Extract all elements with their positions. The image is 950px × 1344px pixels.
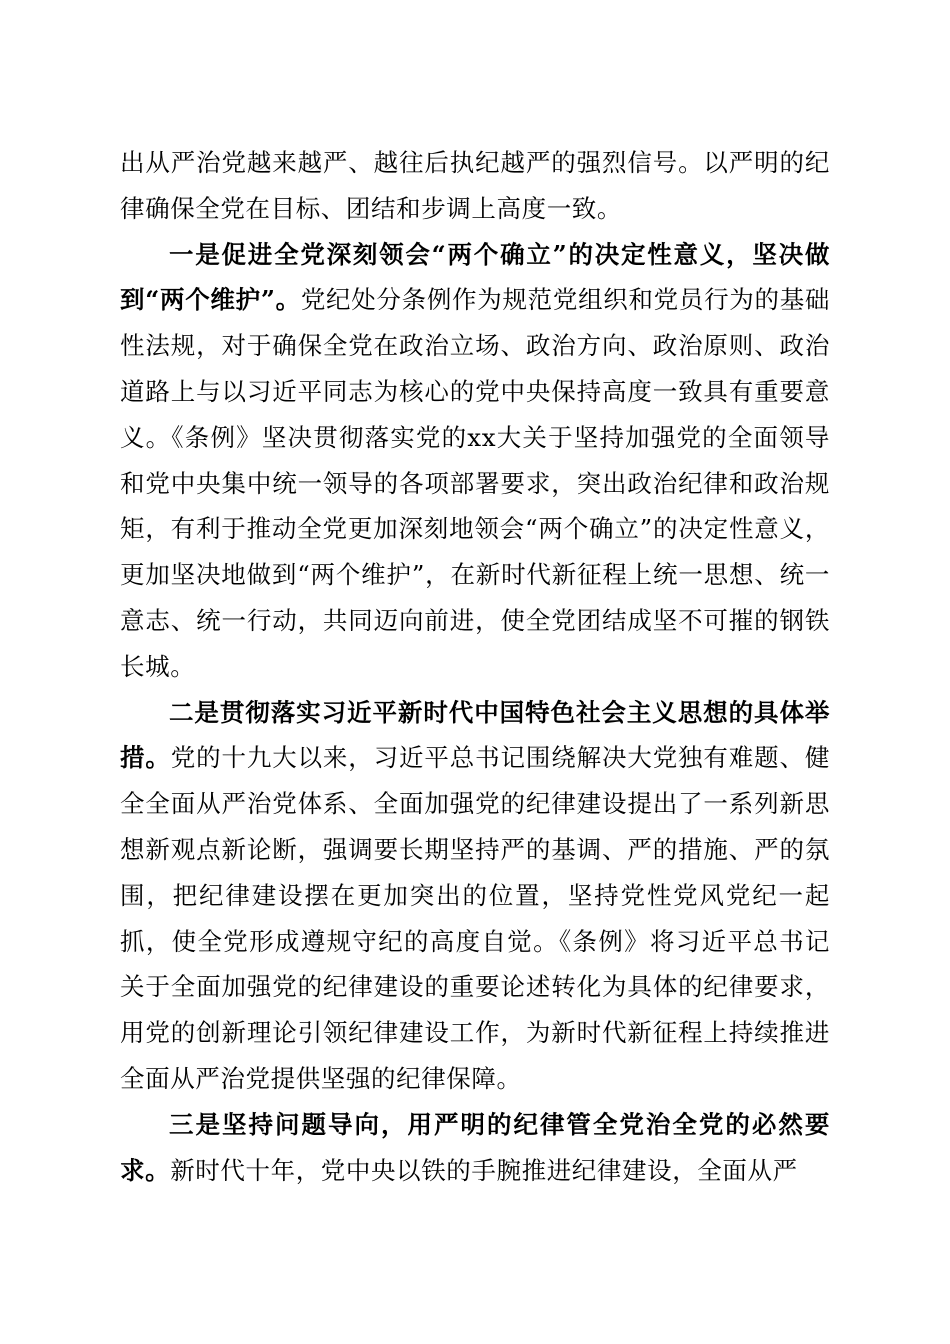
paragraph-body: 出从严治党越来越严、越往后执纪越严的强烈信号。以严明的纪律确保全党在目标、团结和步调上高度一致。 xyxy=(120,148,830,223)
paragraph-body: 党纪处分条例作为规范党组织和党员行为的基础性法规，对于确保全党在政治立场、政治方向、政治原则、政治道路上与以习近平同志为核心的党中央保持高度一致具有重要意义。《条例》坚决贯彻落实党的xx大关于坚持加强党的全面领导和党中央集中统一领导的各项部署要求，突出政治纪律和政治规矩，有利于推动全党更加深刻地领会“两个确立”的决定性意义，更加坚决地做到“两个维护”，在新时代新征程上统一思想、统一意志、统一行动，共同迈向前进，使全党团结成坚不可摧的钢铁长城。 xyxy=(120,285,831,681)
paragraph-point-one xyxy=(120,232,830,690)
paragraph-lead-heading: 二是贯彻落实习近平新时代中国特色社会主义思想的具体举措。 xyxy=(120,697,830,773)
paragraph-body: 新时代十年，党中央以铁的手腕推进纪律建设，全面从严 xyxy=(170,1155,798,1185)
paragraph-point-three xyxy=(120,1102,830,1194)
paragraph-body: 党的十九大以来，习近平总书记围绕解决大党独有难题、健全全面从严治党体系、全面加强党的纪律建设提出了一系列新思想新观点新论断，强调要长期坚持严的基调、严的措施、严的氛围，把纪律建设摆在更加突出的位置，坚持党性党风党纪一起抓，使全党形成遵规守纪的高度自觉。《条例》将习近平总书记关于全面加强党的纪律建设的重要论述转化为具体的纪律要求，用党的创新理论引领纪律建设工作，为新时代新征程上持续推进全面从严治党提供坚强的纪律保障。 xyxy=(120,743,830,1093)
paragraph-lead-heading: 三是坚持问题导向，用严明的纪律管全党治全党的必然要求。 xyxy=(120,1109,830,1185)
paragraph-continuation xyxy=(120,140,830,232)
paragraph-lead-heading: 一是促进全党深刻领会“两个确立”的决定性意义，坚决做到“两个维护”。 xyxy=(120,239,830,315)
document-page xyxy=(120,140,830,1193)
paragraph-point-two xyxy=(120,690,830,1102)
